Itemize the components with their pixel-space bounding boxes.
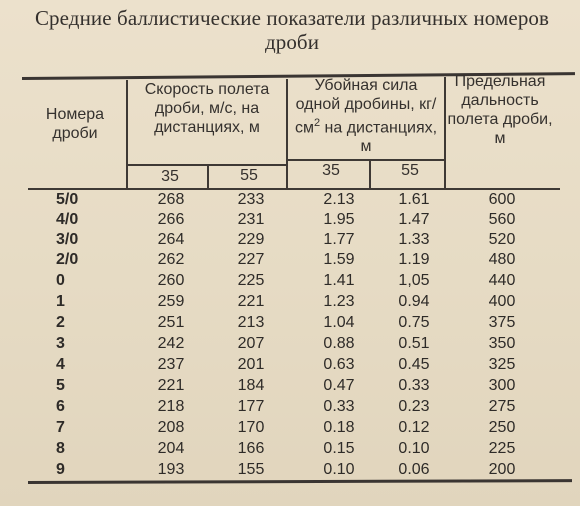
subheader-impact-35: 35 — [322, 162, 340, 179]
table-row — [0, 439, 580, 459]
velocity-55-cell: 170 — [237, 419, 265, 436]
velocity-35-cell: 218 — [157, 398, 185, 415]
subheader-impact-55: 55 — [401, 162, 419, 179]
range-cell: 440 — [488, 272, 516, 289]
column-header-impact — [294, 76, 438, 156]
row-label: 5/0 — [56, 191, 79, 208]
range-cell: 300 — [488, 377, 516, 394]
impact-55-cell: 0.12 — [398, 419, 430, 436]
impact-35-cell: 1.04 — [323, 314, 355, 331]
range-cell: 250 — [488, 419, 516, 436]
table-row — [0, 376, 580, 396]
row-label: 2/0 — [56, 251, 79, 268]
velocity-35-cell: 208 — [157, 419, 185, 436]
row-label: 3/0 — [56, 231, 79, 248]
impact-55-cell: 0.75 — [398, 314, 430, 331]
velocity-35-cell: 260 — [157, 272, 185, 289]
table-row — [0, 397, 580, 417]
velocity-55-cell: 201 — [237, 356, 265, 373]
impact-35-cell: 0.63 — [323, 356, 355, 373]
velocity-35-cell: 251 — [157, 314, 185, 331]
impact-55-cell: 0.23 — [398, 398, 430, 415]
range-cell: 400 — [488, 293, 516, 310]
row-label: 2 — [56, 314, 65, 331]
impact-55-cell: 0.94 — [398, 293, 430, 310]
impact-35-cell: 0.33 — [323, 398, 355, 415]
velocity-35-cell: 237 — [157, 356, 185, 373]
row-label: 3 — [56, 335, 65, 352]
velocity-55-cell: 184 — [237, 377, 265, 394]
velocity-35-cell: 264 — [157, 231, 185, 248]
impact-35-cell: 1.23 — [323, 293, 355, 310]
table-row — [0, 313, 580, 333]
range-cell: 375 — [488, 314, 516, 331]
header-divider-impact-sub — [369, 160, 371, 188]
row-label: 4 — [56, 356, 65, 373]
impact-55-cell: 1,05 — [398, 272, 430, 289]
impact-35-cell: 0.88 — [323, 335, 355, 352]
range-cell: 325 — [488, 356, 516, 373]
impact-55-cell: 1.61 — [398, 191, 430, 208]
row-label: 4/0 — [56, 211, 79, 228]
velocity-55-cell: 177 — [237, 398, 265, 415]
range-cell: 225 — [488, 440, 516, 457]
impact-55-cell: 0.06 — [398, 461, 430, 478]
header-divider-3 — [444, 77, 446, 188]
impact-55-cell: 1.47 — [398, 211, 430, 228]
impact-35-cell: 2.13 — [323, 191, 355, 208]
velocity-35-cell: 204 — [157, 440, 185, 457]
impact-55-cell: 1.19 — [398, 251, 430, 268]
table-row — [0, 292, 580, 312]
range-cell: 520 — [488, 231, 516, 248]
velocity-55-cell: 225 — [237, 272, 265, 289]
row-label: 8 — [56, 440, 65, 457]
header-divider-2 — [286, 79, 288, 188]
row-label: 7 — [56, 419, 65, 436]
column-header-velocity: Скорость полета дроби, м/с, на дистанциях, м — [144, 81, 270, 136]
impact-35-cell: 0.47 — [323, 377, 355, 394]
subheader-velocity-35: 35 — [161, 168, 179, 185]
range-cell: 200 — [488, 461, 516, 478]
table-row — [0, 460, 580, 480]
velocity-35-cell: 193 — [157, 461, 185, 478]
velocity-55-cell: 207 — [237, 335, 265, 352]
row-label: 6 — [56, 398, 65, 415]
impact-35-cell: 1.77 — [323, 231, 355, 248]
impact-35-cell: 0.10 — [323, 461, 355, 478]
table-row — [0, 418, 580, 438]
range-cell: 350 — [488, 335, 516, 352]
range-cell: 480 — [488, 251, 516, 268]
velocity-35-cell: 266 — [157, 211, 185, 228]
velocity-35-cell: 268 — [157, 191, 185, 208]
row-label: 5 — [56, 377, 65, 394]
velocity-35-cell: 259 — [157, 293, 185, 310]
impact-35-cell: 1.59 — [323, 251, 355, 268]
column-header-shot-number: Номера дроби — [45, 106, 105, 142]
table-row — [0, 250, 580, 270]
range-cell: 600 — [488, 191, 516, 208]
range-cell: 560 — [488, 211, 516, 228]
table-bottom-rule — [28, 479, 572, 484]
page-title: Средние баллистические показатели различных номеров дроби — [34, 6, 550, 54]
table-row — [0, 355, 580, 375]
impact-55-cell: 0.45 — [398, 356, 430, 373]
impact-55-cell: 0.51 — [398, 335, 430, 352]
table-row — [0, 210, 580, 230]
impact-header-suffix: на дистанциях, м — [320, 119, 438, 156]
impact-55-cell: 1.33 — [398, 231, 430, 248]
velocity-55-cell: 231 — [237, 211, 265, 228]
impact-35-cell: 0.18 — [323, 419, 355, 436]
impact-35-cell: 1.95 — [323, 211, 355, 228]
row-label: 0 — [56, 272, 65, 289]
table-row — [0, 230, 580, 250]
impact-header-superscript: 2 — [313, 117, 321, 129]
header-divider-1 — [126, 80, 128, 188]
velocity-55-cell: 229 — [237, 231, 265, 248]
velocity-35-cell: 262 — [157, 251, 185, 268]
impact-35-cell: 0.15 — [323, 440, 355, 457]
impact-header-prefix: Убойная сила одной дробины, кг/см — [294, 77, 437, 137]
table-row — [0, 334, 580, 354]
impact-55-cell: 0.33 — [398, 377, 430, 394]
velocity-35-cell: 242 — [157, 335, 185, 352]
velocity-55-cell: 213 — [237, 314, 265, 331]
velocity-55-cell: 233 — [237, 191, 265, 208]
row-label: 1 — [56, 293, 65, 310]
table-row — [0, 190, 580, 210]
table-row — [0, 271, 580, 291]
velocity-55-cell: 221 — [237, 293, 265, 310]
velocity-35-cell: 221 — [157, 377, 185, 394]
column-header-range: Предельная дальность полета дроби, м — [447, 73, 553, 147]
velocity-55-cell: 227 — [237, 251, 265, 268]
row-label: 9 — [56, 461, 65, 478]
range-cell: 275 — [488, 398, 516, 415]
subheader-velocity-55: 55 — [240, 167, 258, 184]
velocity-55-cell: 155 — [237, 461, 265, 478]
impact-55-cell: 0.10 — [398, 440, 430, 457]
velocity-55-cell: 166 — [237, 440, 265, 457]
header-divider-velocity-sub — [207, 165, 209, 189]
impact-35-cell: 1.41 — [323, 272, 355, 289]
